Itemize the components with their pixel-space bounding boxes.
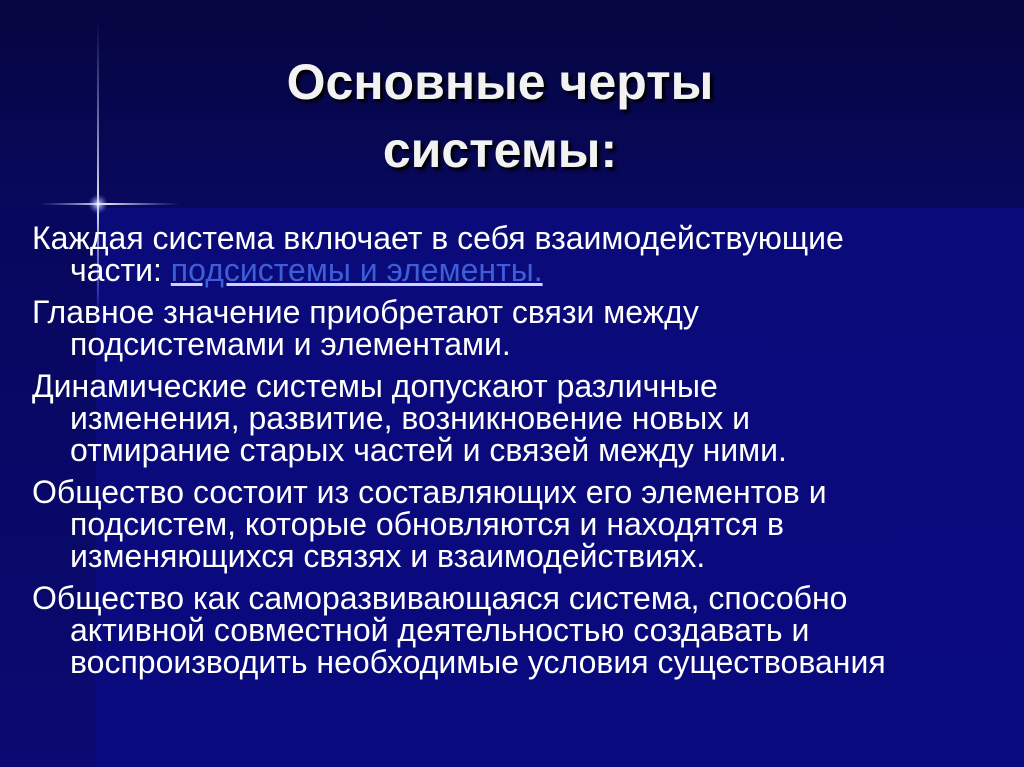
paragraph-2-line-1: Главное значение приобретают связи между [32, 294, 699, 330]
title-line-2: системы: [382, 122, 618, 178]
paragraph-5-line-3: воспроизводить необходимые условия существования [70, 644, 886, 680]
paragraph-4 [32, 476, 992, 572]
slide-content [32, 222, 992, 688]
paragraph-1-prefix: части: [70, 252, 171, 288]
paragraph-1-line-2 [32, 254, 992, 286]
paragraph-2 [32, 296, 992, 360]
paragraph-5 [32, 582, 992, 678]
paragraph-5-line-1: Общество как саморазвивающаяся система, способно [32, 580, 848, 616]
slide-title [180, 48, 820, 184]
paragraph-1-line-1: Каждая система включает в себя взаимодействующие [32, 220, 844, 256]
paragraph-3-line-2: изменения, развитие, возникновение новых и [70, 400, 751, 436]
paragraph-2-line-2: подсистемами и элементами. [70, 326, 511, 362]
paragraph-1 [32, 222, 992, 286]
paragraph-4-line-3: изменяющихся связях и взаимодействиях. [70, 538, 706, 574]
paragraph-3-line-3: отмирание старых частей и связей между ними. [70, 432, 787, 468]
paragraph-3-line-1: Динамические системы допускают различные [32, 368, 718, 404]
title-line-1: Основные черты [286, 54, 714, 110]
paragraph-3 [32, 370, 992, 466]
paragraph-4-line-2: подсистем, которые обновляются и находятся в [70, 506, 785, 542]
subsystems-link[interactable]: подсистемы и элементы. [170, 252, 543, 288]
paragraph-4-line-1: Общество состоит из составляющих его элементов и [32, 474, 827, 510]
paragraph-5-line-2: активной совместной деятельностью создавать и [70, 612, 810, 648]
